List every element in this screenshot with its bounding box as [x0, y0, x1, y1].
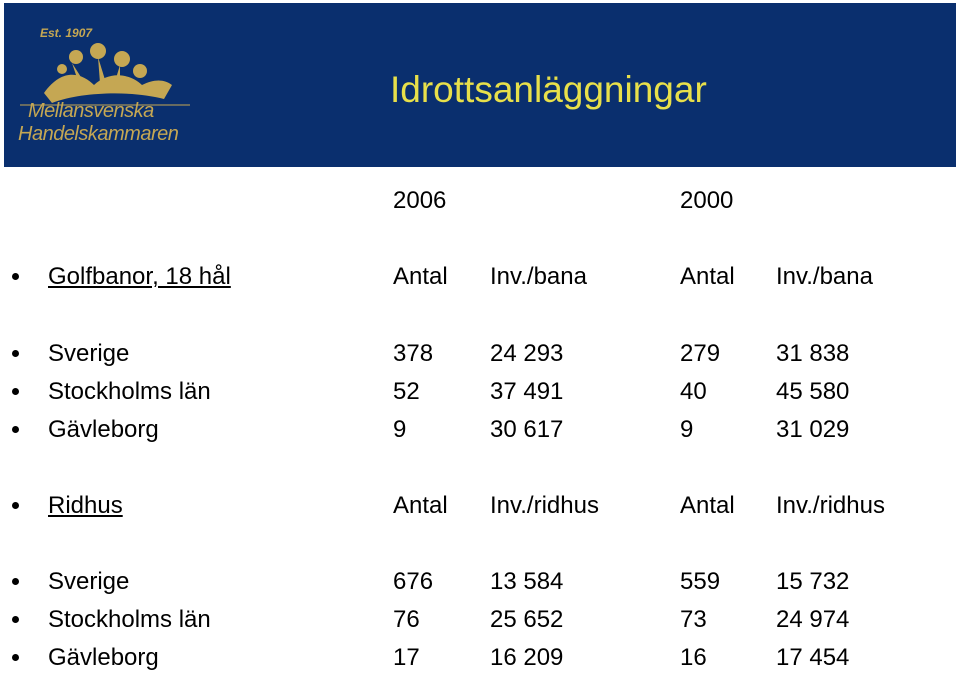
bullet — [12, 502, 19, 509]
table-cell: 13 584 — [490, 568, 564, 595]
bullet — [12, 350, 19, 357]
logo-est: Est. 1907 — [40, 26, 93, 40]
bullet — [12, 654, 19, 661]
table-cell: 52 — [393, 378, 420, 405]
table-cell: 17 — [393, 644, 420, 671]
table-cell: 9 — [680, 416, 694, 443]
golf-col-antal-2000: Antal — [680, 263, 735, 290]
table-cell: 30 617 — [490, 416, 564, 443]
table-row-label: Stockholms län — [48, 378, 211, 405]
table-row-label: Stockholms län — [48, 606, 211, 633]
table-cell: 45 580 — [776, 378, 850, 405]
table-cell: 73 — [680, 606, 707, 633]
ridhus-col-antal-2006: Antal — [393, 492, 448, 519]
table-cell: 24 974 — [776, 606, 850, 633]
table-cell: 25 652 — [490, 606, 564, 633]
bullet — [12, 578, 19, 585]
table-cell: 31 838 — [776, 340, 850, 367]
year-2006: 2006 — [393, 187, 447, 214]
table-cell: 16 — [680, 644, 707, 671]
table-cell: 676 — [393, 568, 434, 595]
ridhus-heading: Ridhus — [48, 492, 123, 519]
table-cell: 40 — [680, 378, 707, 405]
bullet — [12, 273, 19, 280]
logo-text-line1: Mellansvenska — [28, 100, 154, 122]
golf-heading: Golfbanor, 18 hål — [48, 263, 231, 290]
bullet — [12, 388, 19, 395]
ridhus-col-antal-2000: Antal — [680, 492, 735, 519]
table-cell: 76 — [393, 606, 420, 633]
ridhus-col-inv-2000: Inv./ridhus — [776, 492, 885, 519]
table-cell: 378 — [393, 340, 434, 367]
table-row-label: Gävleborg — [48, 416, 159, 443]
table-row-label: Sverige — [48, 340, 130, 367]
ridhus-col-inv-2006: Inv./ridhus — [490, 492, 599, 519]
table-row-label: Sverige — [48, 568, 130, 595]
table-cell: 17 454 — [776, 644, 850, 671]
table-cell: 31 029 — [776, 416, 850, 443]
table-cell: 15 732 — [776, 568, 850, 595]
table-cell: 16 209 — [490, 644, 564, 671]
table-cell: 9 — [393, 416, 407, 443]
page-title: Idrottsanläggningar — [390, 69, 707, 110]
table-row-label: Gävleborg — [48, 644, 159, 671]
table-cell: 279 — [680, 340, 721, 367]
header-banner — [4, 3, 956, 167]
golf-col-inv-2000: Inv./bana — [776, 263, 873, 290]
table-cell: 24 293 — [490, 340, 564, 367]
table-cell: 559 — [680, 568, 721, 595]
bullet — [12, 426, 19, 433]
table-cell: 37 491 — [490, 378, 564, 405]
year-2000: 2000 — [680, 187, 734, 214]
golf-col-antal-2006: Antal — [393, 263, 448, 290]
golf-col-inv-2006: Inv./bana — [490, 263, 587, 290]
logo-text-line2: Handelskammaren — [18, 123, 179, 145]
bullet — [12, 616, 19, 623]
chamber-logo — [14, 17, 194, 159]
